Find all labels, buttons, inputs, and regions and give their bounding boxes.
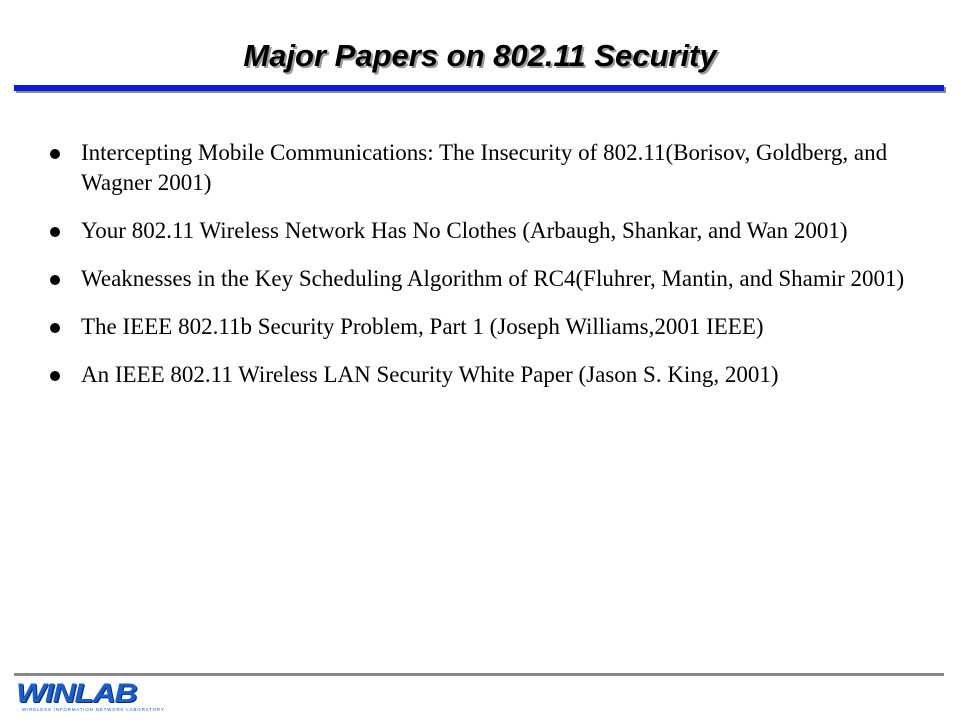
bullet-dot-icon	[50, 227, 60, 237]
bullet-item	[46, 138, 926, 198]
bullet-dot-icon	[50, 275, 60, 285]
slide-title: Major Papers on 802.11 Security	[243, 38, 717, 73]
bullet-text: An IEEE 802.11 Wireless LAN Security White Paper (Jason S. King, 2001)	[81, 362, 779, 387]
logo-wordmark: WINLAB	[16, 678, 137, 708]
bullet-dot-icon	[50, 149, 60, 159]
bullet-dot-icon	[50, 323, 60, 333]
bullet-text: Weaknesses in the Key Scheduling Algorithm of RC4(Fluhrer, Mantin, and Shamir 2001)	[81, 266, 905, 291]
bullet-dot-icon	[50, 371, 60, 381]
bullet-list	[46, 138, 926, 408]
footer-divider	[14, 673, 944, 676]
bullet-item	[46, 312, 926, 342]
bullet-text: The IEEE 802.11b Security Problem, Part 1 (Joseph Williams,2001 IEEE)	[81, 314, 764, 339]
title-underline	[14, 85, 944, 91]
logo-subtitle: WIRELESS INFORMATION NETWORK LABORATORY	[22, 707, 165, 712]
bullet-text: Intercepting Mobile Communications: The Insecurity of 802.11(Borisov, Goldberg, and Wagner 2001)	[81, 140, 888, 195]
bullet-item	[46, 264, 926, 294]
bullet-item	[46, 216, 926, 246]
bullet-text: Your 802.11 Wireless Network Has No Clothes (Arbaugh, Shankar, and Wan 2001)	[81, 218, 848, 243]
winlab-logo	[14, 678, 174, 718]
bullet-item	[46, 360, 926, 390]
